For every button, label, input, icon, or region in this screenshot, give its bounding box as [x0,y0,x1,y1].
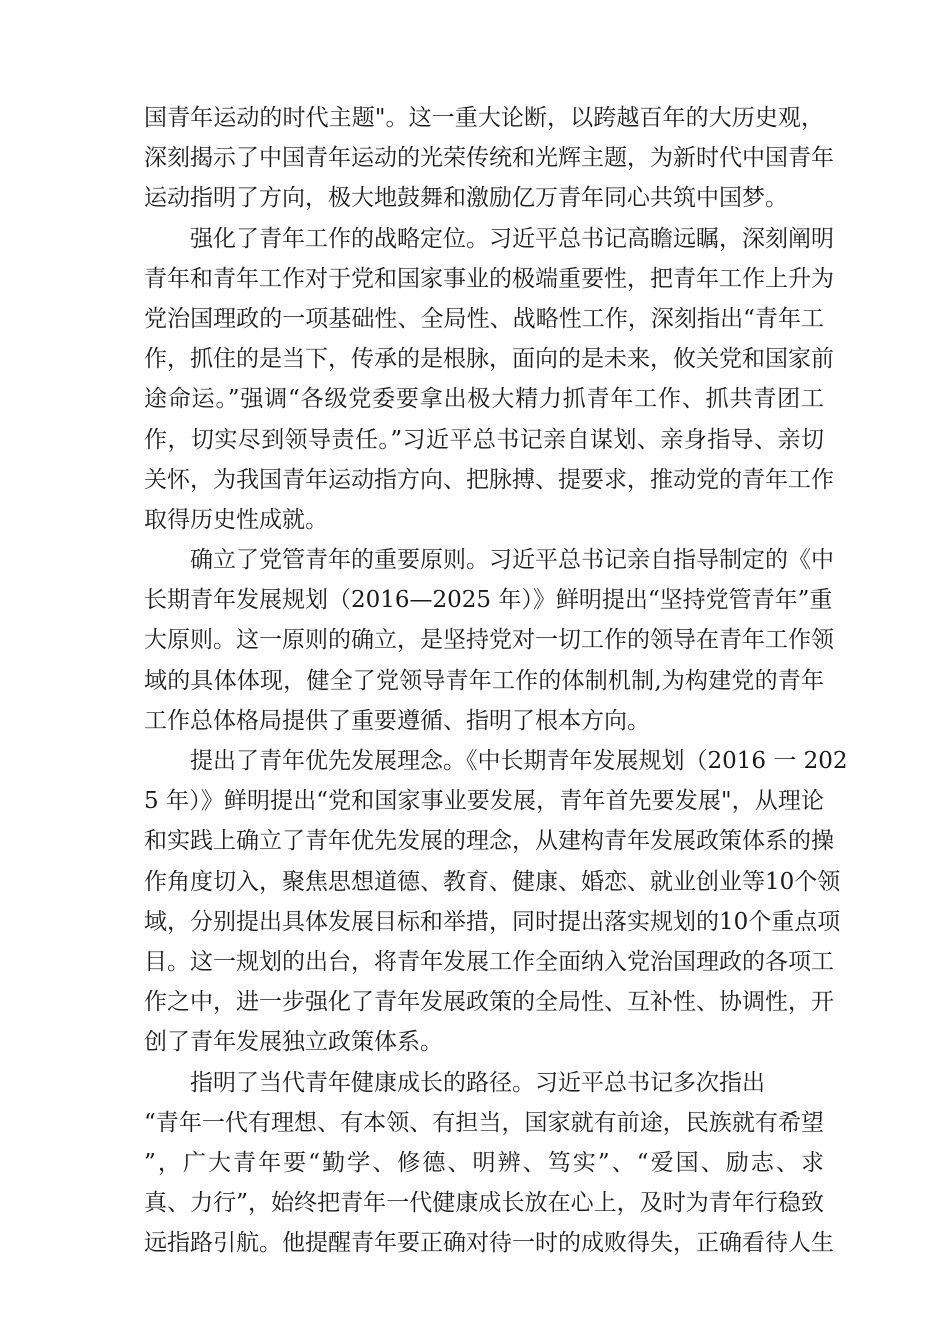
text-line: 确立了党管青年的重要原则。习近平总书记亲自指导制定的《中 [190,547,834,574]
text-line: 途命运。”强调“各级党委要拿出极大精力抓青年工作、抓共青团工 [144,386,824,413]
text-line: 国青年运动的时代主题"。这一重大论断，以跨越百年的大历史观， [144,105,824,131]
text-line: 强化了青年工作的战略定位。习近平总书记高瞻远瞩，深刻阐明 [190,225,834,252]
paragraph-2 [144,219,834,541]
text-line: ”，广大青年要“勤学、修德、明辨、笃实”、“爱国、励志、求 [144,1149,824,1176]
text-line: “青年一代有理想、有本领、有担当，国家就有前途，民族就有希望 [144,1109,824,1136]
text-line: 取得历史性成就。 [144,506,328,533]
text-line: 长期青年发展规划（2016—2025 年）》鲜明提出“坚持党管青年”重 [144,587,833,614]
text-line: 作，切实尽到领导责任。”习近平总书记亲自谋划、亲身指导、亲切 [144,426,824,453]
text-line: 域，分别提出具体发展目标和举措，同时提出落实规划的10个重点项 [144,908,841,935]
text-line: 运动指明了方向，极大地鼓舞和激励亿万青年同心共筑中国梦。 [144,185,788,212]
text-line: 提出了青年优先发展理念。《中长期青年发展规划（2016 一 202 [190,748,848,774]
text-line: 和实践上确立了青年优先发展的理念，从建构青年发展政策体系的操 [144,828,834,855]
document-body [144,98,848,1263]
paragraph-4 [144,741,848,1063]
text-line: 指明了当代青年健康成长的路径。习近平总书记多次指出 [190,1069,765,1096]
text-line: 青年和青年工作对于党和国家事业的极端重要性，把青年工作上升为 [144,265,834,292]
text-line: 作角度切入，聚焦思想道德、教育、健康、婚恋、就业创业等10个领 [144,868,841,895]
paragraph-3 [144,540,834,741]
text-line: 远指路引航。他提醒青年要正确对待一时的成败得失，正确看待人生 [144,1230,834,1257]
text-line: 目。这一规划的出台，将青年发展工作全面纳入党治国理政的各项工 [144,948,834,975]
text-line: 真、力行”，始终把青年一代健康成长放在心上，及时为青年行稳致 [144,1190,824,1217]
text-line: 大原则。这一原则的确立，是坚持党对一切工作的领导在青年工作领 [144,627,834,654]
text-line: 域的具体体现，健全了党领导青年工作的体制机制,为构建党的青年 [144,667,824,694]
text-line: 关怀，为我国青年运动指方向、把脉搏、提要求，推动党的青年工作 [144,466,834,493]
text-line: 工作总体格局提供了重要遵循、指明了根本方向。 [144,707,650,734]
text-line: 创了青年发展独立政策体系。 [144,1029,443,1056]
paragraph-1 [144,98,834,219]
text-line: 5 年）》鲜明提出“党和国家事业要发展，青年首先要发展"，从理论 [144,788,824,815]
text-line: 党治国理政的一项基础性、全局性、战略性工作，深刻指出“青年工 [144,305,824,332]
text-line: 深刻揭示了中国青年运动的光荣传统和光辉主题，为新时代中国青年 [144,145,834,172]
text-line: 作之中，进一步强化了青年发展政策的全局性、互补性、协调性，开 [144,989,834,1016]
text-line: 作，抓住的是当下，传承的是根脉，面向的是未来，攸关党和国家前 [144,346,834,373]
paragraph-5 [144,1063,834,1264]
